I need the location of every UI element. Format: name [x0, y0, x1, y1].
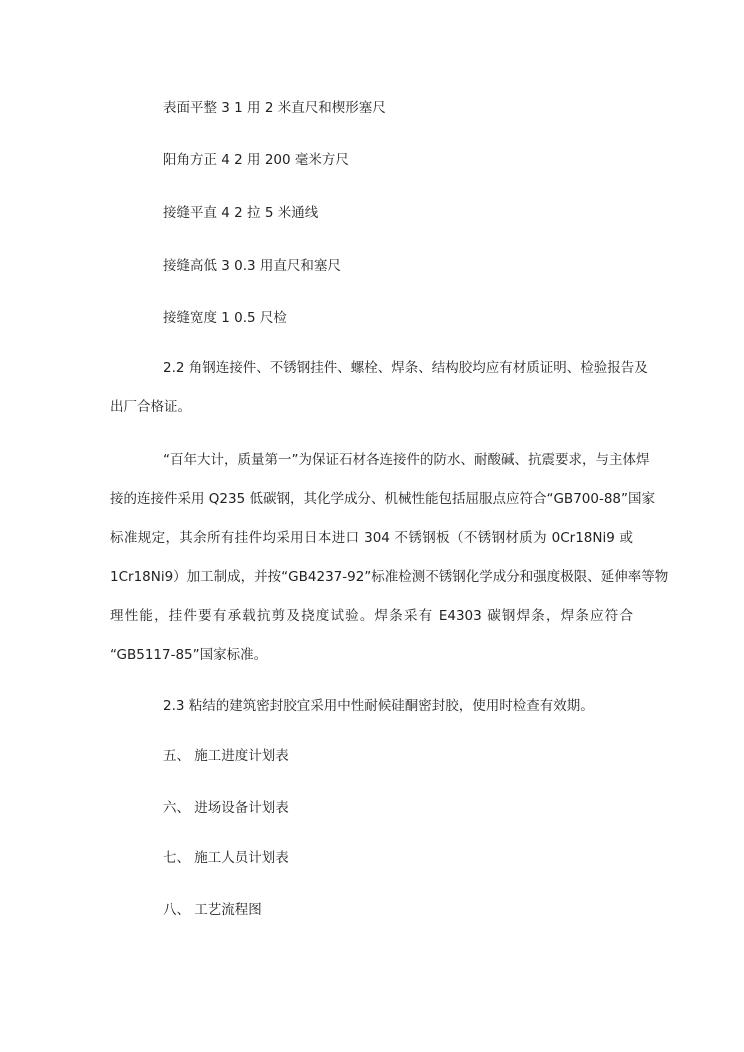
section-heading: 八、 工艺流程图: [163, 902, 262, 918]
paragraph-quality-line: 理性能，挂件要有承载抗剪及挠度试验。焊条采有 E4303 碳钢焊条，焊条应符合: [110, 608, 633, 624]
paragraph-quality-line: 标准规定，其余所有挂件均采用日本进口 304 不锈钢板（不锈钢材质为 0Cr18Ni9 或: [110, 530, 633, 546]
tolerance-item: 阳角方正 4 2 用 200 毫米方尺: [163, 152, 349, 168]
paragraph-2-2-line: 出厂合格证。: [110, 399, 191, 415]
tolerance-item: 接缝平直 4 2 拉 5 米通线: [163, 205, 319, 221]
paragraph-quality-line: 1Cr18Ni9）加工制成，并按“GB4237-92”标准检测不锈钢化学成分和强度极限、延伸率等物: [110, 569, 669, 585]
paragraph-2-2-line: 2.2 角钢连接件、不锈钢挂件、螺栓、焊条、结构胶均应有材质证明、检验报告及: [163, 360, 648, 376]
paragraph-quality-line: 接的连接件采用 Q235 低碳钢，其化学成分、机械性能包括屈服点应符合“GB700-88”国家: [110, 491, 656, 507]
tolerance-item: 接缝高低 3 0.3 用直尺和塞尺: [163, 258, 341, 274]
paragraph-quality-line: “GB5117-85”国家标准。: [110, 647, 268, 663]
tolerance-item: 表面平整 3 1 用 2 米直尺和楔形塞尺: [163, 100, 386, 116]
paragraph-quality-line: “百年大计，质量第一”为保证石材各连接件的防水、耐酸碱、抗震要求，与主体焊: [163, 452, 650, 468]
section-heading: 六、 进场设备计划表: [163, 800, 289, 816]
tolerance-item: 接缝宽度 1 0.5 尺检: [163, 310, 287, 326]
section-heading: 五、 施工进度计划表: [163, 748, 289, 764]
paragraph-2-3: 2.3 粘结的建筑密封胶宜采用中性耐候硅酮密封胶，使用时检查有效期。: [163, 698, 594, 714]
section-heading: 七、 施工人员计划表: [163, 850, 289, 866]
